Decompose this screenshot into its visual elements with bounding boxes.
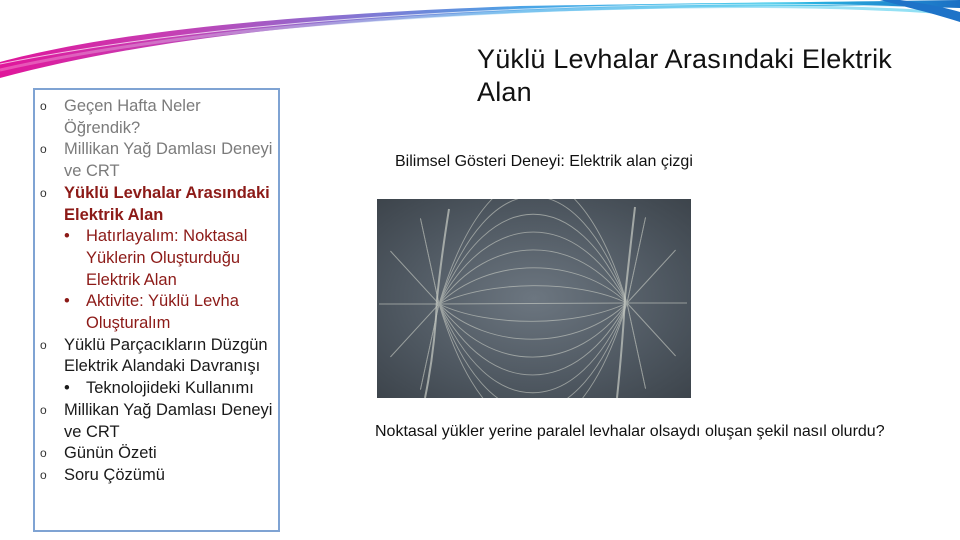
dot-bullet-icon: • bbox=[64, 227, 70, 246]
agenda-item-label: Millikan Yağ Damlası Deneyi ve CRT bbox=[64, 400, 273, 441]
agenda-item bbox=[39, 139, 275, 182]
agenda-outline-box bbox=[33, 88, 280, 532]
agenda-item-label: Yüklü Levhalar Arasındaki Elektrik Alan bbox=[64, 183, 270, 224]
agenda-subitem bbox=[64, 226, 275, 291]
agenda-list bbox=[39, 96, 275, 487]
agenda-item bbox=[39, 465, 275, 487]
agenda-item bbox=[39, 400, 275, 443]
electric-field-lines-photo-icon bbox=[377, 199, 691, 398]
agenda-item-label: Günün Özeti bbox=[64, 444, 157, 463]
agenda-item bbox=[39, 335, 275, 400]
agenda-item-label: Millikan Yağ Damlası Deneyi ve CRT bbox=[64, 140, 273, 181]
dot-bullet-icon: • bbox=[64, 379, 70, 398]
agenda-subitem-label: Hatırlayalım: Noktasal Yüklerin Oluşturduğu Elektrik Alan bbox=[86, 227, 248, 289]
circle-bullet-icon: o bbox=[40, 142, 47, 157]
circle-bullet-icon: o bbox=[40, 185, 47, 200]
agenda-item bbox=[39, 96, 275, 139]
agenda-item-label: Geçen Hafta Neler Öğrendik? bbox=[64, 97, 201, 137]
agenda-item bbox=[39, 183, 275, 335]
agenda-subitem bbox=[64, 378, 275, 400]
agenda-sublist bbox=[64, 226, 275, 335]
slide-subtitle: Bilimsel Gösteri Deneyi: Elektrik alan çizgi bbox=[395, 153, 693, 170]
agenda-item bbox=[39, 443, 275, 465]
circle-bullet-icon: o bbox=[40, 402, 47, 417]
agenda-subitem bbox=[64, 291, 275, 334]
slide-question: Noktasal yükler yerine paralel levhalar olsaydı oluşan şekil nasıl olurdu? bbox=[375, 423, 885, 440]
agenda-sublist bbox=[64, 378, 275, 400]
agenda-item-label: Yüklü Parçacıkların Düzgün Elektrik Alandaki Davranışı bbox=[64, 335, 268, 376]
agenda-subitem-label: Aktivite: Yüklü Levha Oluşturalım bbox=[86, 292, 239, 333]
dot-bullet-icon: • bbox=[64, 292, 70, 311]
circle-bullet-icon: o bbox=[40, 99, 47, 113]
slide-title: Yüklü Levhalar Arasındaki Elektrik Alan bbox=[477, 44, 893, 107]
circle-bullet-icon: o bbox=[40, 467, 47, 482]
agenda-subitem-label: Teknolojideki Kullanımı bbox=[86, 379, 254, 398]
agenda-item-label: Soru Çözümü bbox=[64, 465, 165, 484]
circle-bullet-icon: o bbox=[40, 337, 47, 352]
circle-bullet-icon: o bbox=[40, 446, 47, 461]
